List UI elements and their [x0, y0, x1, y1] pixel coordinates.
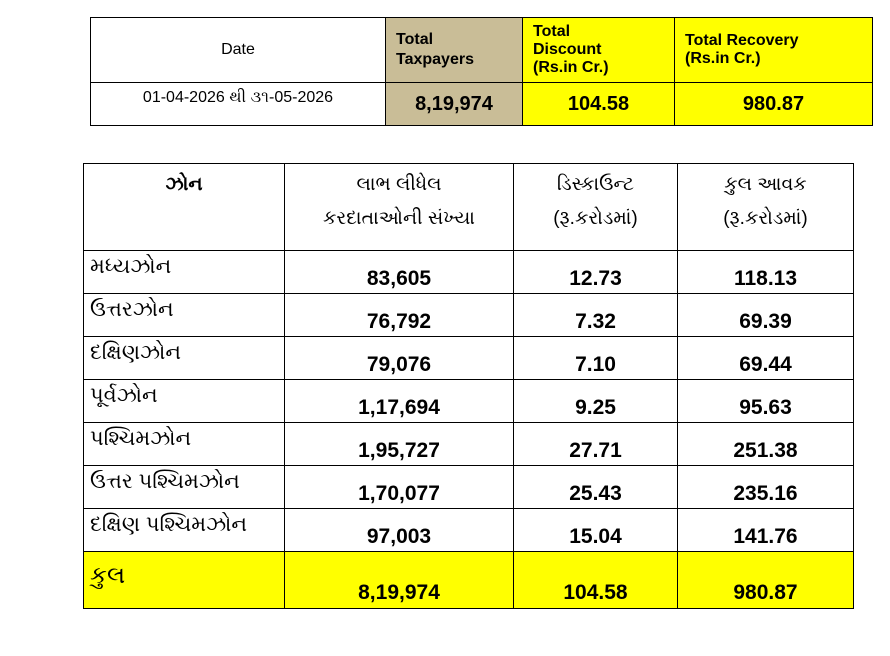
- income-header: [678, 164, 854, 251]
- zone-name: [84, 466, 285, 509]
- taxpayers-cell: [285, 466, 514, 509]
- zone-name-text: દક્ષિણ પશ્ચિમઝોન: [90, 513, 248, 536]
- income-cell: [678, 380, 854, 423]
- taxpayers-cell: [285, 251, 514, 294]
- zone-name: [84, 337, 285, 380]
- zone-name: [84, 423, 285, 466]
- total-discount: 104.58: [563, 581, 628, 604]
- total-income: 980.87: [733, 581, 798, 604]
- income-value: 235.16: [733, 482, 798, 505]
- income-value: 69.39: [739, 310, 792, 333]
- taxpayers-cell: [285, 337, 514, 380]
- taxpayers-cell: [285, 294, 514, 337]
- discount-value: 7.10: [575, 353, 616, 376]
- taxpayers-value: 1,17,694: [358, 396, 440, 419]
- summary-table: [90, 17, 873, 126]
- taxpayers-value: 97,003: [366, 525, 432, 548]
- income-cell: [678, 466, 854, 509]
- discount-value: 25.43: [569, 482, 622, 505]
- discount-value: 12.73: [569, 267, 622, 290]
- taxpayers-cell: [285, 509, 514, 552]
- total-recovery-value: 980.87: [675, 83, 873, 126]
- header-line: (Rs.in Cr.): [533, 59, 609, 76]
- zone-name: [84, 294, 285, 337]
- discount-cell: [514, 294, 678, 337]
- total-row: [84, 552, 854, 609]
- income-value: 141.76: [733, 525, 798, 548]
- taxpayers-cell: [285, 423, 514, 466]
- discount-cell: [514, 509, 678, 552]
- total-income-cell: [678, 552, 854, 609]
- table-row: [84, 466, 854, 509]
- income-cell: [678, 294, 854, 337]
- total-discount-header: [523, 18, 675, 83]
- summary-header-row: [91, 18, 873, 83]
- discount-value: 15.04: [569, 525, 622, 548]
- discount-value: 9.25: [575, 396, 616, 419]
- zone-name-text: પશ્ચિમઝોન: [90, 427, 192, 450]
- income-value: 251.38: [733, 439, 798, 462]
- zone-header-label: ઝોન: [165, 174, 203, 195]
- income-value: 118.13: [733, 267, 798, 290]
- discount-cell: [514, 380, 678, 423]
- income-cell: [678, 509, 854, 552]
- header-line: Taxpayers: [396, 51, 474, 68]
- discount-cell: [514, 337, 678, 380]
- income-value: 95.63: [739, 396, 792, 419]
- header-line: (રૂ.કરોડમાં): [553, 208, 638, 229]
- zone-name-text: પૂર્વઝોન: [90, 384, 158, 407]
- header-line: કરદાતાઓની સંખ્યા: [323, 208, 475, 229]
- zone-name-text: દક્ષિણઝોન: [90, 341, 181, 364]
- income-cell: [678, 337, 854, 380]
- discount-cell: [514, 251, 678, 294]
- table-row: [84, 380, 854, 423]
- income-cell: [678, 423, 854, 466]
- table-row: [84, 337, 854, 380]
- date-header-label: Date: [221, 41, 255, 58]
- zone-name: [84, 380, 285, 423]
- date-range-value: 01-04-2026 થી ૩૧-05-2026: [91, 83, 386, 126]
- header-line: Discount: [533, 41, 602, 58]
- discount-value: 27.71: [569, 439, 622, 462]
- header-line: Total Recovery: [685, 32, 799, 49]
- table-row: [84, 251, 854, 294]
- total-taxpayers: 8,19,974: [358, 581, 440, 604]
- taxpayers-value: 79,076: [366, 353, 432, 376]
- taxpayers-value: 83,605: [366, 267, 432, 290]
- date-header: [91, 18, 386, 83]
- header-line: ડિસ્કાઉન્ટ: [556, 174, 635, 195]
- header-line: Total: [533, 23, 571, 40]
- discount-cell: [514, 466, 678, 509]
- table-row: [84, 509, 854, 552]
- zone-name: [84, 251, 285, 294]
- total-taxpayers-cell: [285, 552, 514, 609]
- header-line: Total: [396, 31, 434, 48]
- header-line: લાભ લીધેલ: [356, 174, 442, 195]
- income-value: 69.44: [739, 353, 792, 376]
- total-taxpayers-header: [386, 18, 523, 83]
- zone-header: [84, 164, 285, 251]
- summary-value-row: [91, 83, 873, 126]
- income-cell: [678, 251, 854, 294]
- zone-name-text: મધ્યઝોન: [90, 255, 172, 278]
- total-label: [84, 552, 285, 609]
- taxpayers-value: 1,70,077: [358, 482, 440, 505]
- zone-name-text: ઉત્તર પશ્ચિમઝોન: [90, 470, 240, 493]
- header-line: કુલ આવક: [724, 174, 807, 195]
- zone-table: [83, 163, 854, 609]
- taxpayers-cell: [285, 380, 514, 423]
- discount-header: [514, 164, 678, 251]
- table-row: [84, 294, 854, 337]
- zone-name-text: ઉત્તરઝોન: [90, 298, 174, 321]
- zone-table-header-row: [84, 164, 854, 251]
- table-row: [84, 423, 854, 466]
- header-line: (Rs.in Cr.): [685, 50, 761, 67]
- taxpayers-value: 76,792: [366, 310, 432, 333]
- total-taxpayers-value: 8,19,974: [386, 83, 523, 126]
- taxpayers-value: 1,95,727: [358, 439, 440, 462]
- total-label-text: કુલ: [90, 562, 126, 589]
- discount-cell: [514, 423, 678, 466]
- discount-value: 7.32: [575, 310, 616, 333]
- total-discount-cell: [514, 552, 678, 609]
- total-discount-value: 104.58: [523, 83, 675, 126]
- total-recovery-header: [675, 18, 873, 83]
- beneficiaries-header: [285, 164, 514, 251]
- header-line: (રૂ.કરોડમાં): [723, 208, 808, 229]
- zone-name: [84, 509, 285, 552]
